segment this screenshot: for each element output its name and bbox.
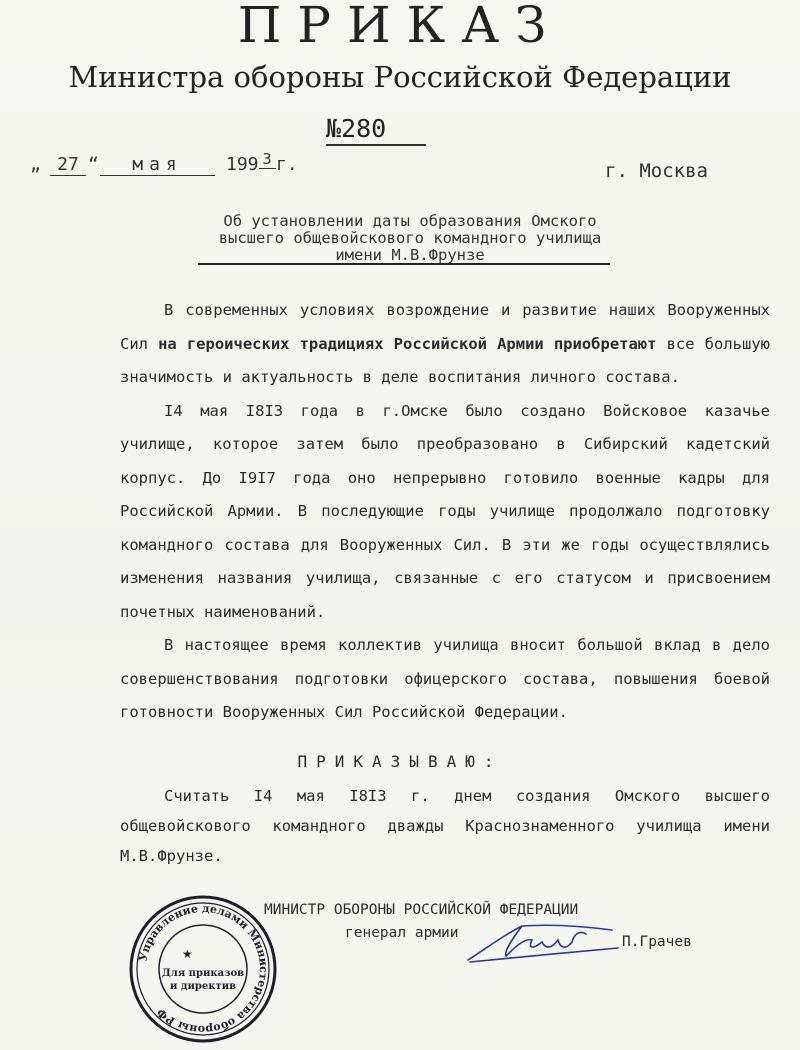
date-open-quote: „ (30, 154, 41, 175)
seal-center-line-1: Для приказов (161, 968, 245, 979)
paragraph-1-start: В современных условиях возрождение и развитие наших Вооруженных Сил (120, 301, 770, 353)
paragraph-1-end: все большую значимость и актуальность в деле воспитания личного состава. (120, 334, 771, 386)
paragraph-2: I4 мая I8I3 года в г.Омске было создано Войсковое казачье училище, которое затем было преобразовано в Сибирский кадетский корпус. До I9I7 года оно непрерывно готовило военные кадры для Российской Армии. В последующие годы училище продолжало подготовку командного состава для Вооруженных Сил. В эти же годы осуществлялись изменения названия училища, связанные с его статусом и присвоением почетных наименований. (120, 401, 770, 621)
directive-paragraph: Считать I4 мая I8I3 г. днем создания Омского высшего общевойскового командного дважды Краснознаменного училища имени М.В.Фрунзе. (120, 787, 770, 865)
heading-line-1: Об установлении даты образования Омского (223, 212, 597, 230)
order-heading (200, 213, 620, 264)
date-day: 27 (50, 154, 86, 176)
official-seal (128, 894, 278, 1044)
date-year-prefix: 199 (226, 154, 259, 175)
order-directive-text (120, 781, 770, 871)
document-title: ПРИКАЗ (237, 0, 563, 54)
document-subtitle: Министра обороны Российской Федерации (68, 60, 732, 94)
seal-star-icon: ★ (182, 947, 193, 961)
heading-underline (198, 263, 610, 265)
date-year-suffix: 3 (259, 150, 276, 169)
order-body (120, 294, 770, 730)
seal-ring-text: Управление делами Министерства обороны РФ (136, 901, 271, 1037)
signatory-name: П.Грачев (622, 934, 692, 950)
paragraph-1-bold: на героических традициях Российской Армии приобретают (158, 334, 657, 353)
heading-line-3: имени М.В.Фрунзе (335, 246, 485, 264)
paragraph-3: В настоящее время коллектив училища вносит большой вклад в дело совершенствования подготовки офицерского состава, повышения боевой готовности Вооруженных Сил Российской Федерации. (120, 636, 770, 721)
heading-line-2: высшего общевойскового командного училища (218, 229, 602, 247)
date-year (226, 150, 276, 175)
date-year-unit: г. (276, 154, 298, 175)
date-close-quote: “ (88, 154, 99, 175)
order-number: №280 (326, 114, 426, 146)
city: г. Москва (605, 160, 708, 182)
signatory-title: МИНИСТР ОБОРОНЫ РОССИЙСКОЙ ФЕДЕРАЦИИ (264, 902, 579, 918)
order-directive-word: ПРИКАЗЫВАЮ: (297, 752, 503, 771)
handwritten-signature (462, 920, 622, 966)
paragraph-1 (120, 294, 770, 395)
signatory-rank: генерал армии (345, 925, 459, 941)
seal-center-line-2: и директив (169, 981, 237, 992)
date-month: мая (100, 154, 215, 176)
